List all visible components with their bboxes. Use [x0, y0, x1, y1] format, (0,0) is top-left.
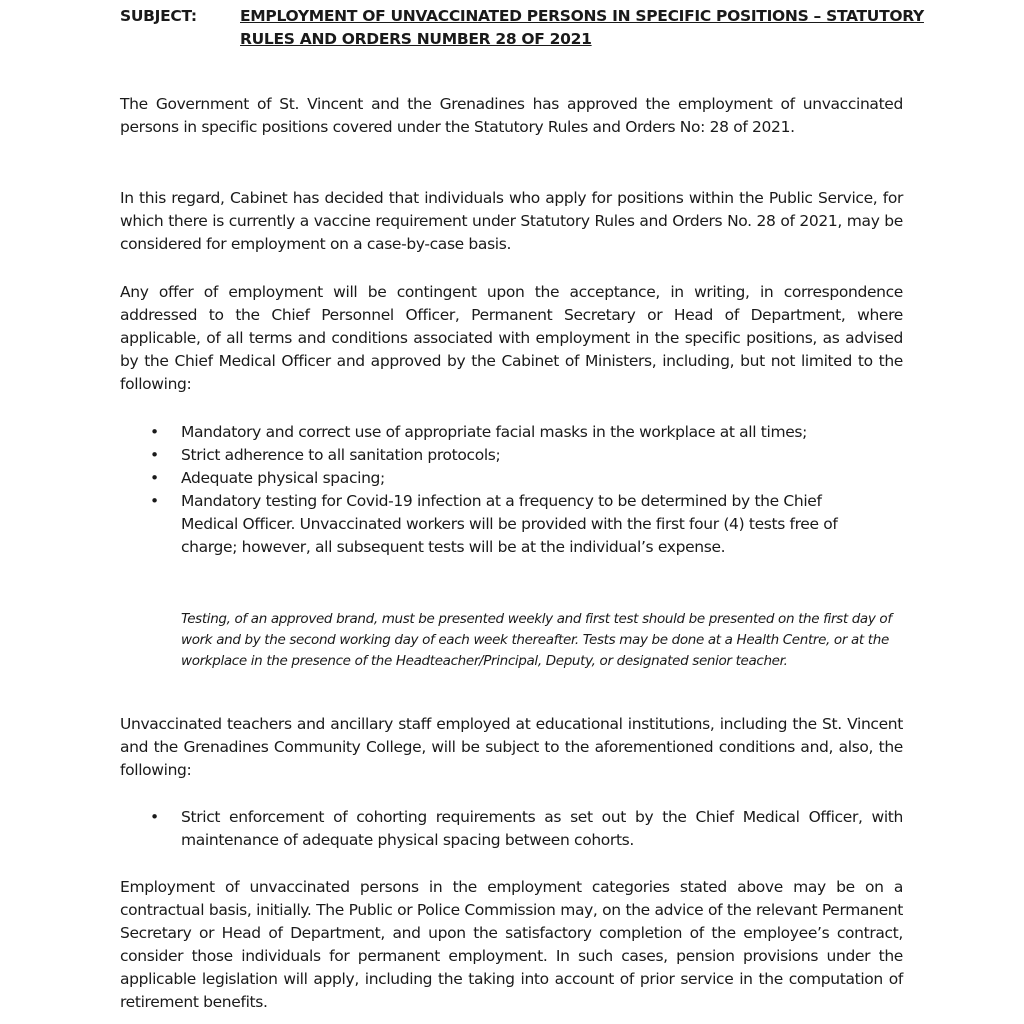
list-item: [120, 444, 903, 467]
intro-paragraph: The Government of St. Vincent and the Grenadines has approved the employment of unvaccinated persons in specific positions covered under the Statutory Rules and Orders No: 28 of 2021.: [120, 95, 903, 136]
list-item: [120, 421, 903, 444]
condition-text: Mandatory and correct use of appropriate facial masks in the workplace at all times;: [181, 423, 808, 441]
subject-title: EMPLOYMENT OF UNVACCINATED PERSONS IN SPECIFIC POSITIONS – STATUTORY RULES AND ORDERS NUMBER 28 OF 2021: [240, 7, 924, 48]
condition-text: Adequate physical spacing;: [181, 469, 385, 487]
bullet-icon: •: [150, 808, 159, 826]
bullet-icon: •: [150, 469, 159, 487]
closing-paragraph: Employment of unvaccinated persons in the employment categories stated above may be on a contractual basis, initially. The Public or Police Commission may, on the advice of the relevant Permanent Secretary or Head of Department, and upon the satisfactory completion of the employee’s contract, consider those individuals for permanent employment. In such cases, pension provisions under the applicable legislation will apply, including the taking into account of prior service in the computation of retirement benefits.: [120, 878, 903, 1011]
offer-conditions-paragraph: Any offer of employment will be contingent upon the acceptance, in writing, in correspondence addressed to the Chief Personnel Officer, Permanent Secretary or Head of Department, where applicable, of all terms and conditions associated with employment in the specific positions, as advised by the Chief Medical Officer and approved by the Cabinet of Ministers, including, but not limited to the following:: [120, 283, 903, 393]
list-item: [120, 490, 903, 559]
bullet-icon: •: [150, 492, 159, 510]
bullet-icon: •: [150, 423, 159, 441]
bullet-icon: •: [150, 446, 159, 464]
condition-text: Strict enforcement of cohorting requirements as set out by the Chief Medical Officer, with maintenance of adequate physical spacing between cohorts.: [181, 808, 903, 849]
condition-text: Mandatory testing for Covid-19 infection at a frequency to be determined by the Chief Medical Officer. Unvaccinated workers will be provided with the first four (4) tests free of charge; however, all subsequent tests will be at the individual’s expense.: [181, 492, 838, 556]
condition-text: Strict adherence to all sanitation protocols;: [181, 446, 501, 464]
list-item: [120, 467, 903, 490]
cabinet-decision-paragraph: In this regard, Cabinet has decided that individuals who apply for positions within the Public Service, for which there is currently a vaccine requirement under Statutory Rules and Orders No. 28 of 2021, may be considered for employment on a case-by-case basis.: [120, 189, 903, 253]
subject-label: SUBJECT:: [120, 7, 197, 25]
testing-note: Testing, of an approved brand, must be presented weekly and first test should be presented on the first day of work and by the second working day of each week thereafter. Tests may be done at a Health Centre, or at the workplace in the presence of the Headteacher/Principal, Deputy, or designated senior teacher.: [181, 611, 892, 669]
conditions-list: [120, 421, 903, 559]
education-paragraph: Unvaccinated teachers and ancillary staff employed at educational institutions, including the St. Vincent and the Grenadines Community College, will be subject to the aforementioned conditions and, also, the following:: [120, 715, 903, 779]
education-conditions-list: [120, 806, 903, 852]
list-item: [120, 806, 903, 852]
